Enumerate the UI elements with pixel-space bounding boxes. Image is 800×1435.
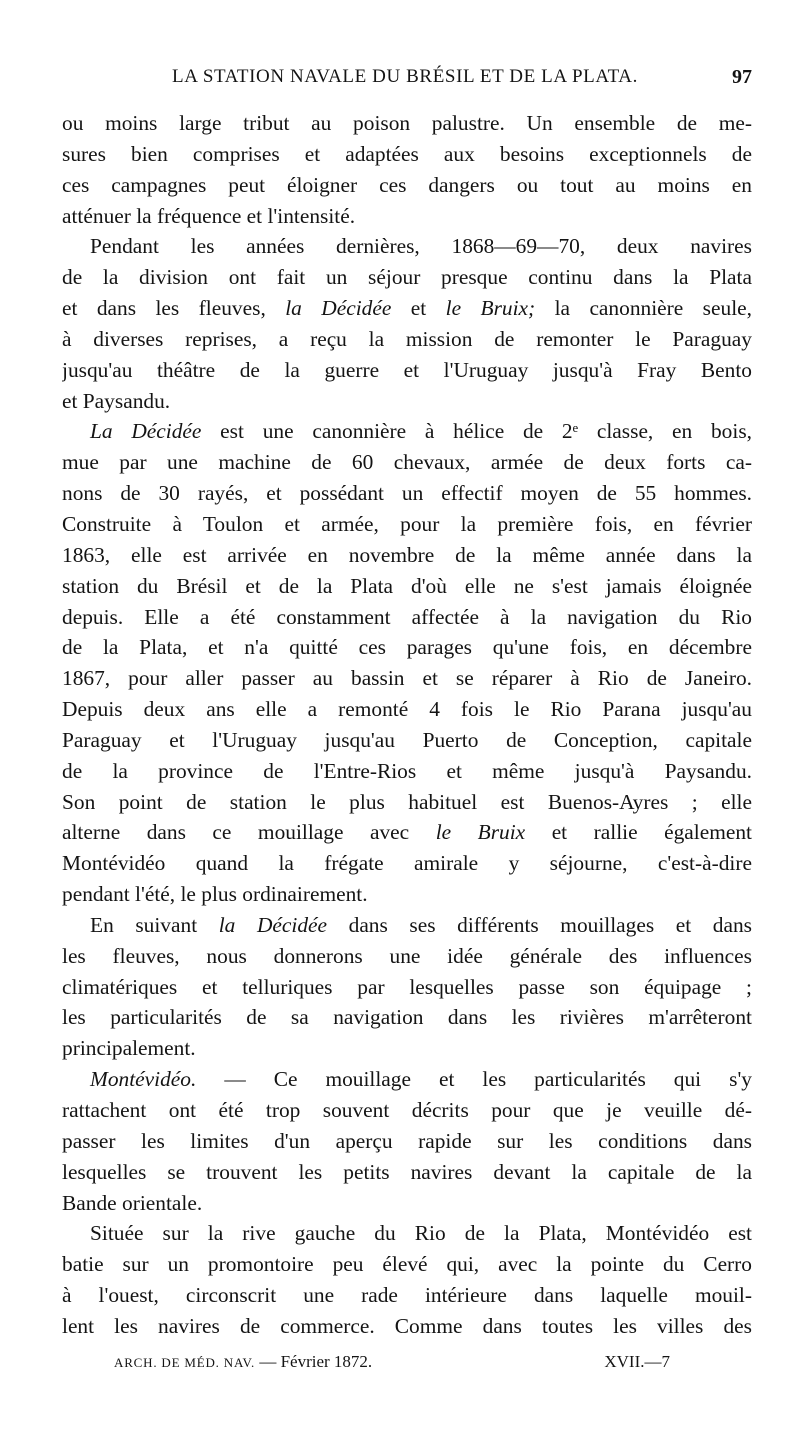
- text-line: En suivant la Décidée dans ses différents mouillages et dans: [90, 912, 752, 937]
- issue-date: — Février 1872.: [259, 1352, 373, 1371]
- text-line: lent les navires de commerce. Comme dans toutes les villes des: [62, 1313, 752, 1338]
- text-line: depuis. Elle a été constamment affectée à la navigation du Rio: [62, 604, 752, 629]
- text-line: ou moins large tribut au poison palustre. Un ensemble de me-: [62, 111, 752, 135]
- text-line: rattachent ont été trop souvent décrits pour que je veuille dé-: [62, 1098, 752, 1122]
- text-line: batie sur un promontoire peu élevé qui, avec la pointe du Cerro: [62, 1252, 752, 1277]
- text-line: les fleuves, nous donnerons une idée générale des influences: [62, 943, 752, 968]
- text-line: de la Plata, et n'a quitté ces parages qu'une fois, en décembre: [62, 635, 752, 660]
- text-line: nons de 30 rayés, et possédant un effectif moyen de 55 hommes.: [62, 481, 752, 506]
- running-title: LA STATION NAVALE DU BRÉSIL ET DE LA PLATA.: [172, 66, 638, 87]
- text-line: Depuis deux ans elle a remonté 4 fois le Rio Parana jusqu'au: [62, 697, 752, 722]
- ship-name: le Bruix;: [445, 296, 536, 321]
- text-line: Située sur la rive gauche du Rio de la Plata, Montévidéo est: [90, 1221, 752, 1246]
- text-line: à l'ouest, circonscrit une rade intérieure dans laquelle mouil-: [62, 1283, 752, 1308]
- text-line: sures bien comprises et adaptées aux besoins exceptionnels de: [62, 141, 752, 166]
- text-line: ces campagnes peut éloigner ces dangers ou tout au moins en: [62, 172, 752, 197]
- text-line: lesquelles se trouvent les petits navires devant la capitale de la: [62, 1159, 752, 1184]
- section-heading: Montévidéo.: [90, 1067, 197, 1092]
- text-line: 1863, elle est arrivée en novembre de la même année dans la: [62, 542, 752, 567]
- text-line: station du Brésil et de la Plata d'où elle ne s'est jamais éloignée: [62, 573, 752, 598]
- body-text: [62, 108, 752, 1342]
- text-line: La Décidée est une canonnière à hélice de 2ᵉ classe, en bois,: [90, 419, 752, 444]
- page-footer: [62, 1352, 752, 1378]
- text-line: de la province de l'Entre-Rios et même jusqu'à Paysandu.: [62, 758, 752, 783]
- text-line: Montévidéo. — Ce mouillage et les particularités qui s'y: [90, 1067, 752, 1092]
- signature-mark: XVII.—7: [604, 1352, 670, 1371]
- ship-name: la Décidée: [285, 296, 392, 321]
- text-line: et dans les fleuves, la Décidée et le Bruix; la canonnière seule,: [62, 296, 752, 321]
- page-number: 97: [732, 66, 752, 88]
- text-line: 1867, pour aller passer au bassin et se réparer à Rio de Janeiro.: [62, 666, 752, 691]
- text-line: atténuer la fréquence et l'intensité.: [62, 203, 356, 228]
- text-line: Pendant les années dernières, 1868—69—70, deux navires: [90, 234, 752, 259]
- text-line: jusqu'au théâtre de la guerre et l'Uruguay jusqu'à Fray Bento: [62, 357, 752, 382]
- text-line: Montévidéo quand la frégate amirale y séjourne, c'est-à-dire: [62, 851, 752, 876]
- text-line: mue par une machine de 60 chevaux, armée de deux forts ca-: [62, 450, 752, 475]
- ship-name: la Décidée: [218, 912, 328, 937]
- ship-name: le Bruix: [435, 820, 526, 845]
- text-line: Bande orientale.: [62, 1190, 203, 1215]
- text-line: à diverses reprises, a reçu la mission de remonter le Paraguay: [62, 326, 752, 351]
- text-line: Construite à Toulon et armée, pour la première fois, en février: [62, 511, 752, 536]
- journal-abbreviation: ARCH. DE MÉD. NAV.: [114, 1355, 256, 1370]
- text-line: Son point de station le plus habituel est Buenos-Ayres ; elle: [62, 789, 752, 814]
- text-line: climatériques et telluriques par lesquelles passe son équipage ;: [62, 974, 752, 999]
- text-line: les particularités de sa navigation dans les rivières m'arrêteront: [62, 1005, 752, 1030]
- text-line: pendant l'été, le plus ordinairement.: [62, 882, 368, 907]
- text-line: principalement.: [62, 1036, 196, 1061]
- text-line: alterne dans ce mouillage avec le Bruix et rallie également: [62, 820, 752, 845]
- text-line: Paraguay et l'Uruguay jusqu'au Puerto de Conception, capitale: [62, 727, 752, 752]
- text-line: de la division ont fait un séjour presque continu dans la Plata: [62, 265, 752, 290]
- footer-journal: [114, 1352, 372, 1372]
- ship-name: La Décidée: [90, 419, 202, 444]
- running-head: [62, 66, 752, 96]
- text-line: passer les limites d'un aperçu rapide sur les conditions dans: [62, 1128, 752, 1153]
- text-line: et Paysandu.: [62, 388, 171, 413]
